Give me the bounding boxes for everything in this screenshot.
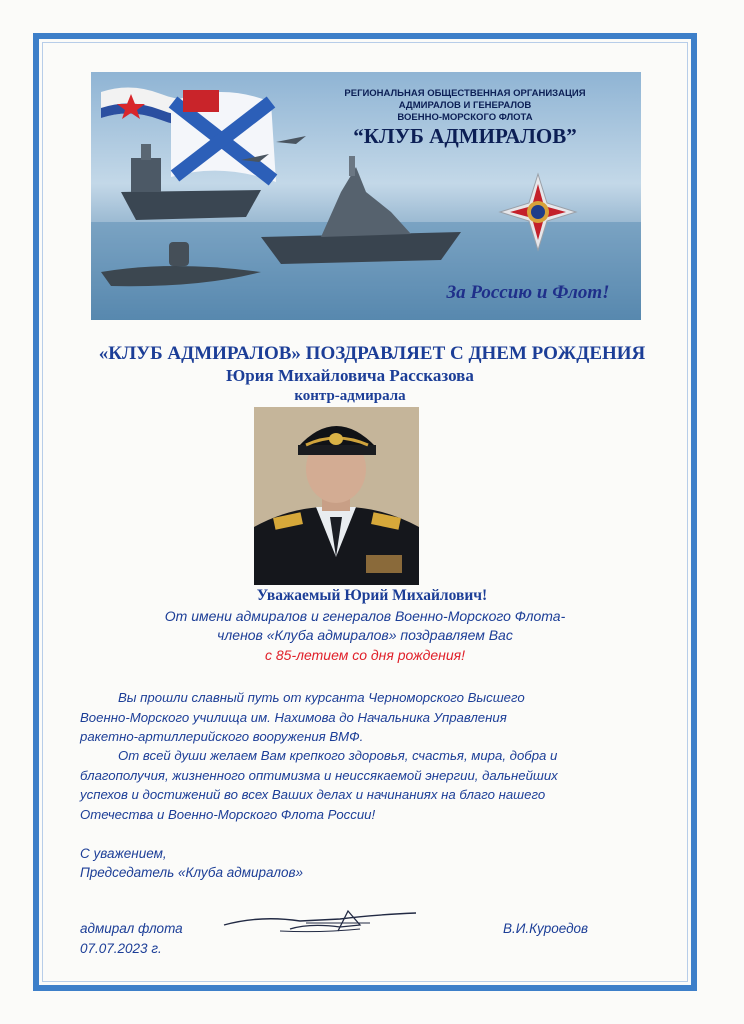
salutation: Уважаемый Юрий Михайлович! <box>256 587 488 604</box>
body-line: Отечества и Военно-Морского Флота России! <box>80 806 376 822</box>
body-line: благополучия, жизненного оптимизма и неиссякаемой энергии, дальнейших <box>80 767 558 783</box>
body-line: От всей души желаем Вам крепкого здоровья, счастья, мира, добра и <box>118 748 558 763</box>
motto: За Россию и Флот! <box>446 282 610 303</box>
honoree-name: Юрия Михайловича Рассказова <box>226 366 474 385</box>
page-title: «КЛУБ АДМИРАЛОВ» ПОЗДРАВЛЯЕТ С ДНЕМ РОЖДЕНИЯ <box>98 343 646 364</box>
signer-position: адмирал флота <box>80 921 183 936</box>
signature-icon <box>220 903 420 937</box>
greeting-line: От имени адмиралов и генералов Военно-Морского Флота- <box>164 608 566 624</box>
anniversary-line: с 85-летием со дня рождения! <box>265 647 465 663</box>
signature-date: 07.07.2023 г. <box>80 941 162 956</box>
body-line: Военно-Морского училища им. Нахимова до Начальника Управления <box>80 709 507 725</box>
org-line: ВОЕННО-МОРСКОГО ФЛОТА <box>397 112 533 123</box>
club-name: “КЛУБ АДМИРАЛОВ” <box>353 124 577 148</box>
body-line: Вы прошли славный путь от курсанта Черноморского Высшего <box>118 690 525 705</box>
closing-chair: Председатель «Клуба адмиралов» <box>80 865 304 880</box>
organization-name <box>305 88 625 124</box>
body-line: успехов и достижений во всех Ваших делах и начинаниях на благо нашего <box>80 787 546 802</box>
body-paragraph-1 <box>80 688 650 747</box>
greeting-line: членов «Клуба адмиралов» поздравляем Вас <box>217 627 513 643</box>
org-line: АДМИРАЛОВ И ГЕНЕРАЛОВ <box>398 100 532 111</box>
honoree-rank: контр-адмирала <box>294 388 406 404</box>
red-flag-icon <box>183 90 219 112</box>
body-paragraph-2 <box>80 746 650 824</box>
portrait-photo <box>254 407 419 585</box>
org-line: РЕГИОНАЛЬНАЯ ОБЩЕСТВЕННАЯ ОРГАНИЗАЦИЯ <box>344 88 586 99</box>
portrait-icon <box>254 407 419 585</box>
closing-regards: С уважением, <box>80 846 167 861</box>
body-line: ракетно-артиллерийского вооружения ВМФ. <box>80 729 364 744</box>
signer-name: В.И.Куроедов <box>503 921 589 936</box>
